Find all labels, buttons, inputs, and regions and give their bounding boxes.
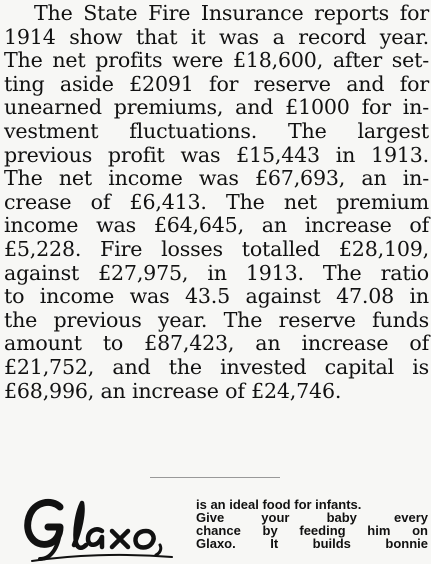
article-line: ting aside £2091 for reserve and for: [4, 71, 429, 96]
glaxo-advertisement: [0, 485, 431, 564]
article-line: income was £64,645, an increase of: [4, 213, 429, 238]
article-line: to income was 43.5 against 47.08 in: [4, 284, 429, 309]
advert-line: Glaxo. It builds bonnie: [196, 536, 428, 551]
column-divider: [150, 477, 280, 478]
advert-line: is an ideal food for infants.: [196, 497, 362, 512]
article-line: unearned premiums, and £1000 for in-: [4, 95, 429, 120]
article-line-last: £68,996, an increase of £24,746.: [4, 378, 342, 403]
article-line: vestment fluctuations. The largest: [4, 118, 429, 143]
article-line: The State Fire Insurance reports for: [34, 1, 429, 25]
article-line: £5,228. Fire losses totalled £28,109,: [4, 236, 429, 261]
article-line: crease of £6,413. The net premium: [4, 189, 429, 214]
article-line: 1914 show that it was a record year.: [4, 24, 429, 49]
article-line: The net income was £67,693, an in-: [4, 166, 429, 191]
article: [4, 2, 429, 403]
article-line: the previous year. The reserve funds: [4, 307, 429, 332]
article-line: against £27,975, in 1913. The ratio: [4, 260, 429, 285]
advert-line: Give your baby every: [196, 510, 428, 525]
glaxo-logo: [22, 493, 180, 564]
article-line: amount to £87,423, an increase of: [4, 331, 429, 356]
article-line: previous profit was £15,443 in 1913.: [4, 142, 429, 167]
article-line: The net profits were £18,600, after set-: [4, 48, 429, 73]
advert-text: [196, 498, 428, 550]
glaxo-logo-text: Glaxo: [99, 513, 103, 514]
advert-line: chance by feeding him on: [196, 523, 428, 538]
article-line: £21,752, and the invested capital is: [4, 354, 429, 379]
